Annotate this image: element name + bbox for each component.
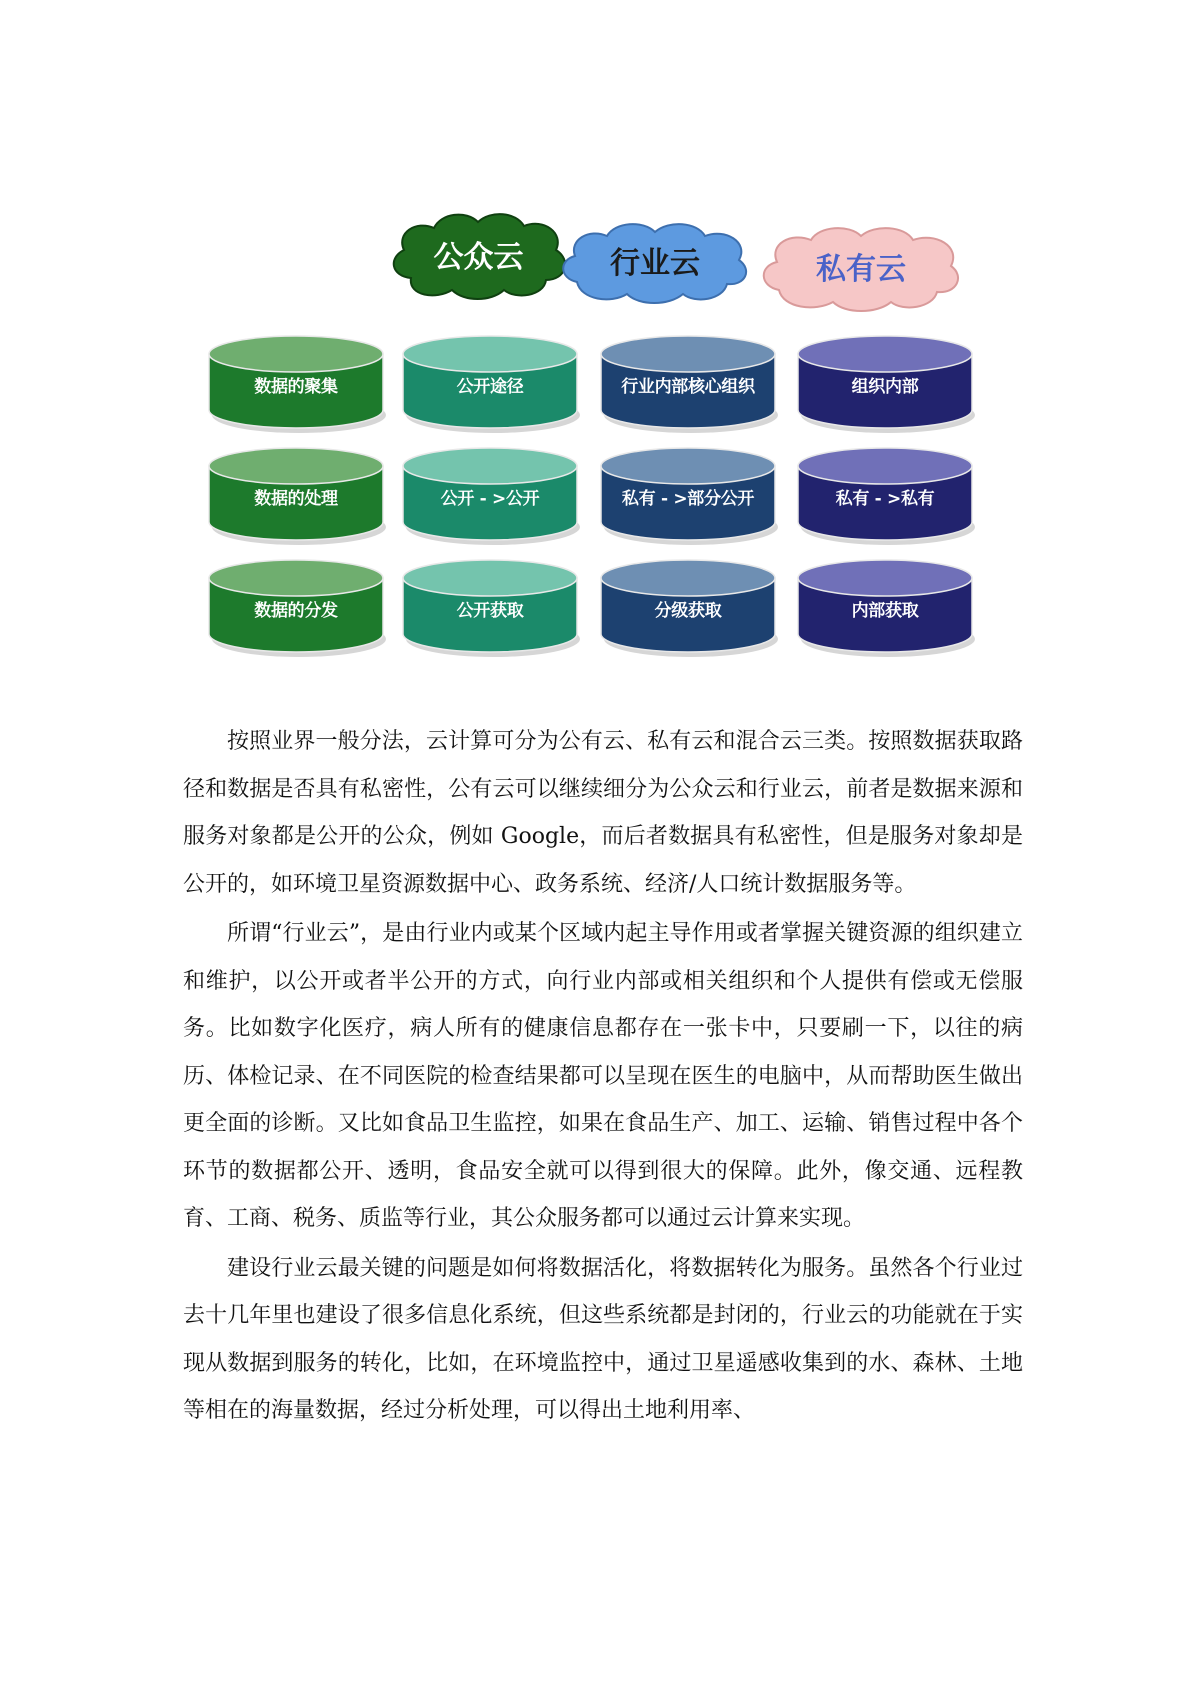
cylinder: [402, 448, 578, 540]
cylinder-label: 私有 - >私有: [835, 488, 935, 509]
cylinder: [208, 336, 384, 428]
cylinder-label: 行业内部核心组织: [621, 376, 755, 397]
cylinder: [402, 560, 578, 652]
cylinder-label: 公开途径: [456, 376, 524, 397]
cylinder-label: 数据的处理: [254, 488, 338, 509]
cylinder: [600, 336, 776, 428]
cylinder-label: 公开获取: [456, 600, 524, 621]
cylinder: [208, 560, 384, 652]
cylinder-label: 数据的分发: [254, 600, 338, 621]
cloud-label-industry: 行业云: [610, 246, 700, 281]
private-cloud-shape: [755, 222, 967, 310]
cylinder-label: 分级获取: [654, 600, 722, 621]
cylinder: [797, 560, 973, 652]
public-cloud-shape: [386, 208, 571, 300]
industry-cloud-shape: [555, 218, 755, 302]
cylinder-label: 公开 - >公开: [440, 488, 540, 509]
paragraph: 建设行业云最关键的问题是如何将数据活化，将数据转化为服务。虽然各个行业过去十几年里也建设了很多信息化系统，但这些系统都是封闭的，行业云的功能就在于实现从数据到服务的转化，比如，在环境监控中，通过卫星遥感收集到的水、森林、土地等相在的海量数据，经过分析处理，可以得出土地利用率、: [183, 1255, 1023, 1423]
cloud-label-private: 私有云: [816, 252, 906, 287]
paragraph: 按照业界一般分法，云计算可分为公有云、私有云和混合云三类。按照数据获取路径和数据是否具有私密性，公有云可以继续细分为公众云和行业云，前者是数据来源和服务对象都是公开的公众，例如 Google，而后者数据具有私密性，但是服务对象却是公开的，如环境卫星资源数据中心、政务系统、经济/人口统计数据服务等。: [183, 729, 1023, 897]
cylinder: [208, 448, 384, 540]
cylinder: [797, 336, 973, 428]
cylinder-label: 数据的聚集: [254, 376, 338, 397]
cylinder: [600, 560, 776, 652]
cylinder-label: 内部获取: [851, 600, 919, 621]
cylinder-label: 私有 - >部分公开: [621, 488, 755, 509]
cloud-label-public: 公众云: [433, 240, 524, 275]
cylinder: [600, 448, 776, 540]
paragraph: 所谓“行业云”，是由行业内或某个区域内起主导作用或者掌握关键资源的组织建立和维护，以公开或者半公开的方式，向行业内部或相关组织和个人提供有偿或无偿服务。比如数字化医疗，病人所有的健康信息都存在一张卡中，只要刷一下，以往的病历、体检记录、在不同医院的检查结果都可以呈现在医生的电脑中，从而帮助医生做出更全面的诊断。又比如食品卫生监控，如果在食品生产、加工、运输、销售过程中各个环节的数据都公开、透明，食品安全就可以得到很大的保障。此外，像交通、远程教育、工商、税务、质监等行业，其公众服务都可以通过云计算来实现。: [183, 921, 1023, 1231]
body-text: [183, 718, 1023, 1437]
cylinder-label: 组织内部: [851, 376, 919, 397]
cylinder: [402, 336, 578, 428]
cylinder: [797, 448, 973, 540]
